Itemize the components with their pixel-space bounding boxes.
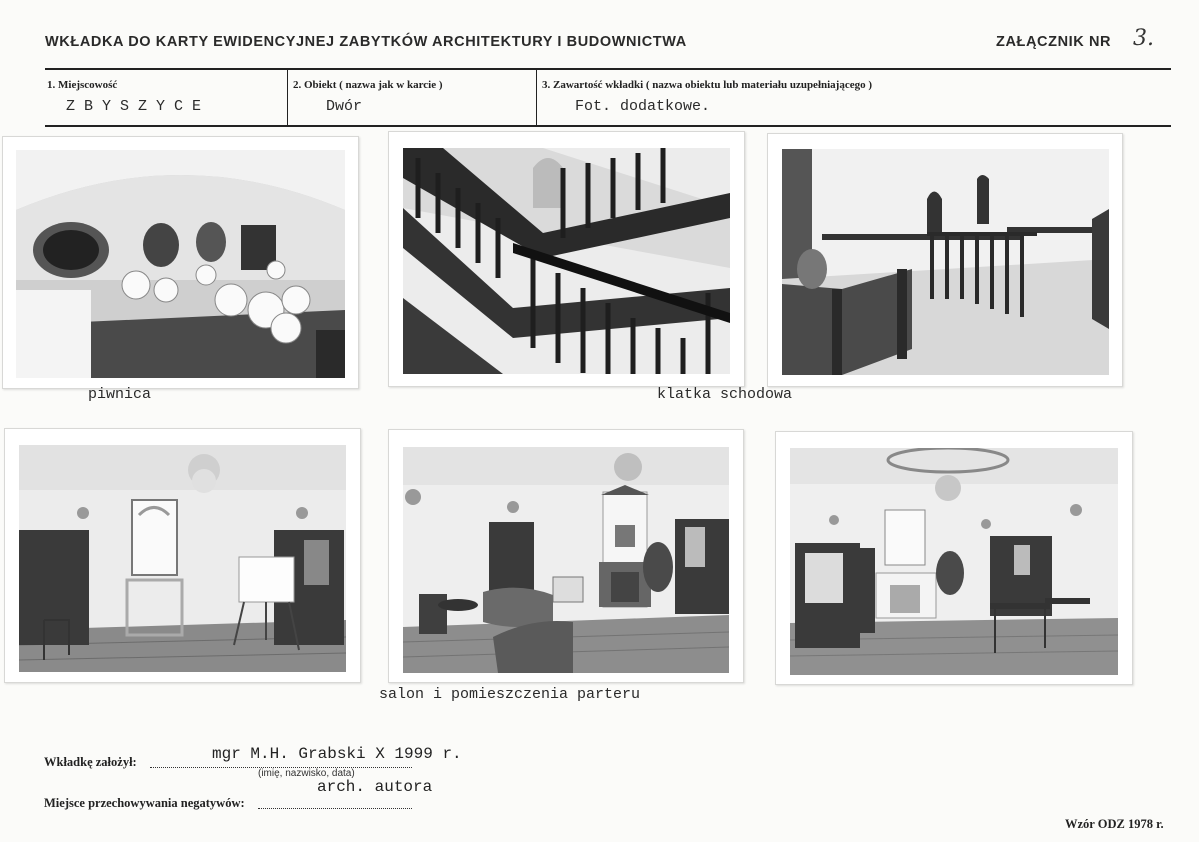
negatives-value: arch. autora bbox=[317, 778, 433, 796]
locality-label: 1. Miejscowość bbox=[47, 79, 118, 91]
object-value: Dwór bbox=[326, 98, 363, 115]
object-label: 2. Obiekt ( nazwa jak w karcie ) bbox=[293, 79, 443, 91]
table-top-rule bbox=[45, 68, 1171, 70]
document-title: WKŁADKA DO KARTY EWIDENCYJNEJ ZABYTKÓW ARCHITEKTURY I BUDOWNICTWA bbox=[45, 34, 687, 50]
caption-ground-floor: salon i pomieszczenia parteru bbox=[379, 686, 641, 703]
form-code: Wzór ODZ 1978 r. bbox=[1065, 817, 1164, 831]
photo-card bbox=[388, 131, 745, 387]
room-photo-2 bbox=[790, 448, 1118, 675]
table-divider bbox=[287, 70, 288, 126]
contents-value: Fot. dodatkowe. bbox=[575, 98, 711, 115]
photo-card bbox=[4, 428, 361, 683]
table-divider bbox=[536, 70, 537, 126]
salon-photo bbox=[403, 447, 729, 673]
photo-card bbox=[2, 136, 359, 389]
founder-value: mgr M.H. Grabski X 1999 r. bbox=[212, 745, 462, 763]
founder-label: Wkładkę założył: bbox=[44, 755, 137, 769]
staircase-photo-1 bbox=[403, 148, 730, 374]
locality-value: Z B Y S Z Y C E bbox=[66, 98, 202, 115]
founder-hint: (imię, nazwisko, data) bbox=[258, 768, 355, 779]
caption-staircase: klatka schodowa bbox=[657, 386, 793, 403]
annex-number: 3. bbox=[1133, 26, 1154, 51]
photo-card bbox=[388, 429, 744, 683]
table-bottom-rule bbox=[45, 125, 1171, 127]
photo-card bbox=[767, 133, 1123, 387]
negatives-line bbox=[258, 807, 412, 809]
room-photo-1 bbox=[19, 445, 346, 672]
cellar-photo bbox=[16, 150, 345, 378]
caption-cellar: piwnica bbox=[88, 386, 152, 403]
negatives-label: Miejsce przechowywania negatywów: bbox=[44, 796, 245, 810]
photo-card bbox=[775, 431, 1133, 685]
contents-label: 3. Zawartość wkładki ( nazwa obiektu lub materiału uzupełniającego ) bbox=[542, 79, 873, 91]
annex-label: ZAŁĄCZNIK NR bbox=[996, 34, 1112, 50]
staircase-photo-2 bbox=[782, 149, 1109, 375]
